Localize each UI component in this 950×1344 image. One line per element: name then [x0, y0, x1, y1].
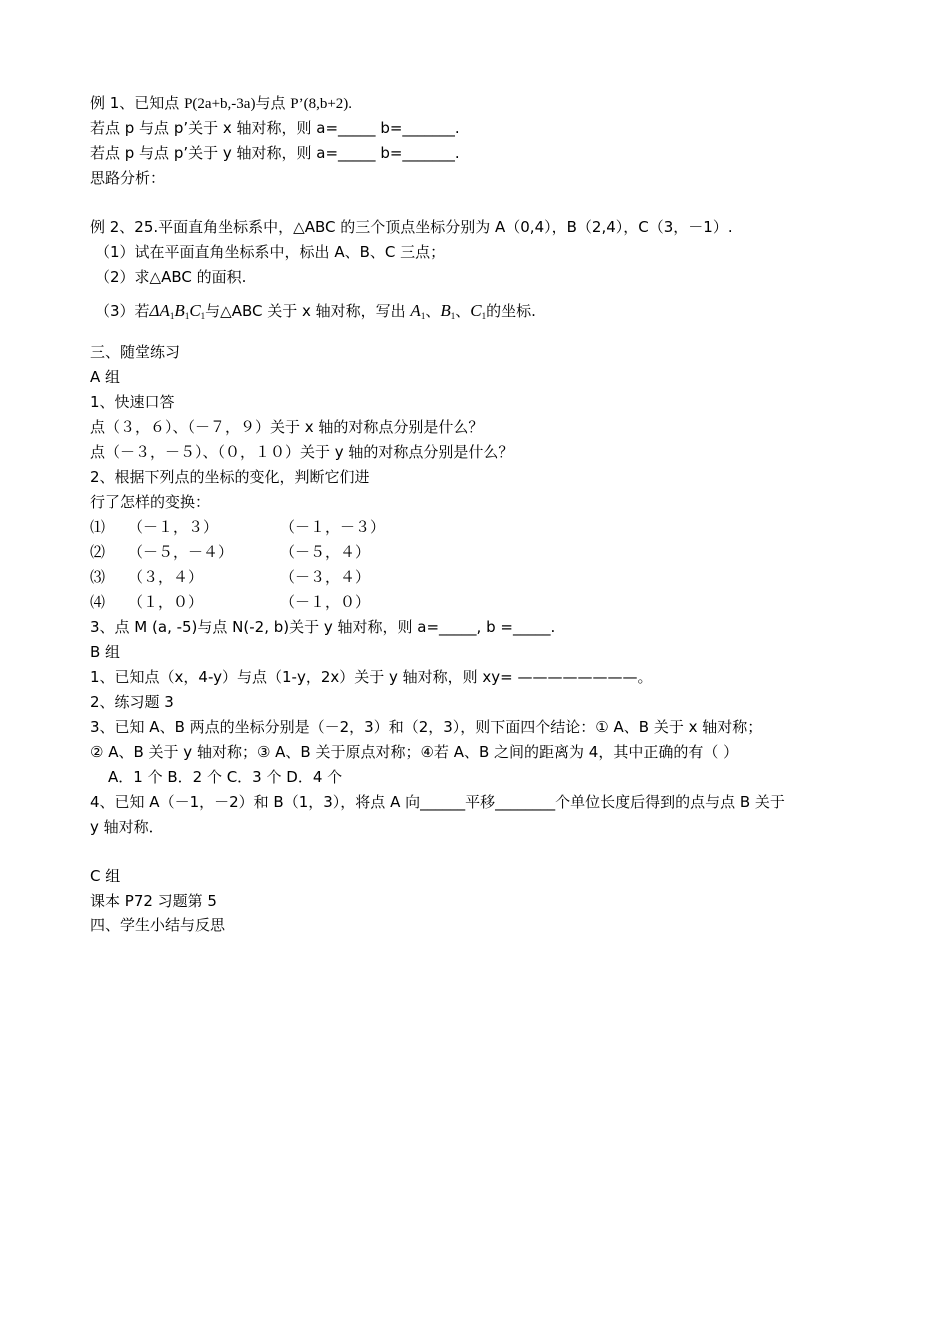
point-c1: C — [470, 301, 482, 320]
transform-row — [90, 566, 370, 588]
row-to: （－５，４） — [280, 543, 371, 561]
vertex-b: B — [174, 301, 185, 320]
q3-prefix: （3）若 — [95, 302, 150, 320]
a-exercise-2-title: 2、根据下列点的坐标的变化，判断它们进 — [90, 468, 370, 486]
section-3-title: 三、随堂练习 — [90, 343, 181, 361]
row-to: （－１，０） — [280, 593, 371, 611]
vertex-c: C — [189, 301, 201, 320]
example-2-question-1: （1）试在平面直角坐标系中，标出 A、B、C 三点； — [95, 243, 446, 261]
point-a1: A — [410, 301, 421, 320]
example-2-question-3 — [95, 298, 536, 324]
b-exercise-4-line-1: 4、已知 A（－1，－2）和 B（1，3），将点 A 向______平移________个单位长度后得到的点与点 B 关于 — [90, 793, 785, 811]
b-exercise-3-options: A．1 个 B．2 个 C．3 个 D．4 个 — [108, 768, 343, 786]
row-to: （－１，－３） — [280, 518, 386, 536]
example-1-y-axis-question: 若点 p 与点 p’关于 y 轴对称，则 a=_____ b=_______. — [90, 144, 460, 162]
triangle-symbol: ΔA — [149, 301, 170, 320]
b-exercise-2: 2、练习题 3 — [90, 693, 174, 711]
group-c-heading: C 组 — [90, 867, 121, 885]
row-from: （１，０） — [128, 593, 204, 611]
transform-row — [90, 516, 385, 538]
subscript: 1 — [420, 311, 426, 321]
example-2-title: 例 2、25.平面直角坐标系中，△ABC 的三个顶点坐标分别为 A（0,4），B（2,4），C（3，－1）. — [90, 218, 733, 236]
row-from: （３，４） — [128, 568, 204, 586]
subscript: 1 — [481, 311, 487, 321]
separator: 、 — [425, 302, 441, 320]
section-4-title: 四、学生小结与反思 — [90, 916, 226, 934]
separator: 、 — [455, 302, 471, 320]
point-p-prime-expression: P’(8,b+2). — [290, 96, 353, 112]
row-from: （－１，３） — [128, 518, 219, 536]
group-a-heading: A 组 — [90, 368, 121, 386]
example-1-title — [90, 92, 352, 114]
a-exercise-1-line-1: 点（３，６）、（－７，９）关于 x 轴的对称点分别是什么？ — [90, 418, 484, 436]
row-from: （－５，－４） — [128, 543, 234, 561]
row-number: ⑶ — [90, 568, 106, 586]
subscript: 1 — [169, 311, 175, 321]
b-exercise-3-line-1: 3、已知 A、B 两点的坐标分别是（－2，3）和（2，3），则下面四个结论：① A、B 关于 x 轴对称； — [90, 718, 763, 736]
point-p-expression: P(2a+b,-3a) — [184, 96, 256, 112]
c-exercise-1: 课本 P72 习题第 5 — [90, 892, 217, 910]
b-exercise-4-line-2: y 轴对称． — [90, 818, 164, 836]
row-to: （－３，４） — [280, 568, 371, 586]
group-b-heading: B 组 — [90, 643, 121, 661]
row-number: ⑵ — [90, 543, 106, 561]
row-number: ⑷ — [90, 593, 106, 611]
a-exercise-2-title-cont: 行了怎样的变换： — [90, 493, 211, 511]
example-1-x-axis-question: 若点 p 与点 p’关于 x 轴对称，则 a=_____ b=_______. — [90, 119, 460, 137]
point-b1: B — [440, 301, 451, 320]
subscript: 1 — [450, 311, 456, 321]
q3-middle-text: 与△ABC 关于 x 轴对称，写出 — [205, 302, 406, 320]
transform-row — [90, 541, 370, 563]
a-exercise-1-line-2: 点（－３，－５）、（０，１０）关于 y 轴的对称点分别是什么？ — [90, 443, 514, 461]
subscript: 1 — [184, 311, 190, 321]
a-exercise-1-title: 1、快速口答 — [90, 393, 175, 411]
a-exercise-3: 3、点 M (a, -5)与点 N(-2, b)关于 y 轴对称，则 a=_____, b =_____. — [90, 618, 556, 636]
example-1-label: 例 1、已知点 — [90, 94, 185, 112]
example-2-question-2: （2）求△ABC 的面积. — [95, 268, 247, 286]
row-number: ⑴ — [90, 518, 106, 536]
transform-row — [90, 591, 370, 613]
q3-suffix: 的坐标. — [486, 302, 536, 320]
b-exercise-1: 1、已知点（x，4-y）与点（1-y，2x）关于 y 轴对称，则 xy= ————————。 — [90, 668, 653, 686]
example-1-analysis-label: 思路分析： — [90, 169, 166, 187]
subscript: 1 — [200, 311, 206, 321]
connector-text: 与点 — [255, 94, 291, 112]
b-exercise-3-line-2: ② A、B 关于 y 轴对称；③ A、B 关于原点对称；④若 A、B 之间的距离为 4，其中正确的有（ ） — [90, 743, 739, 761]
